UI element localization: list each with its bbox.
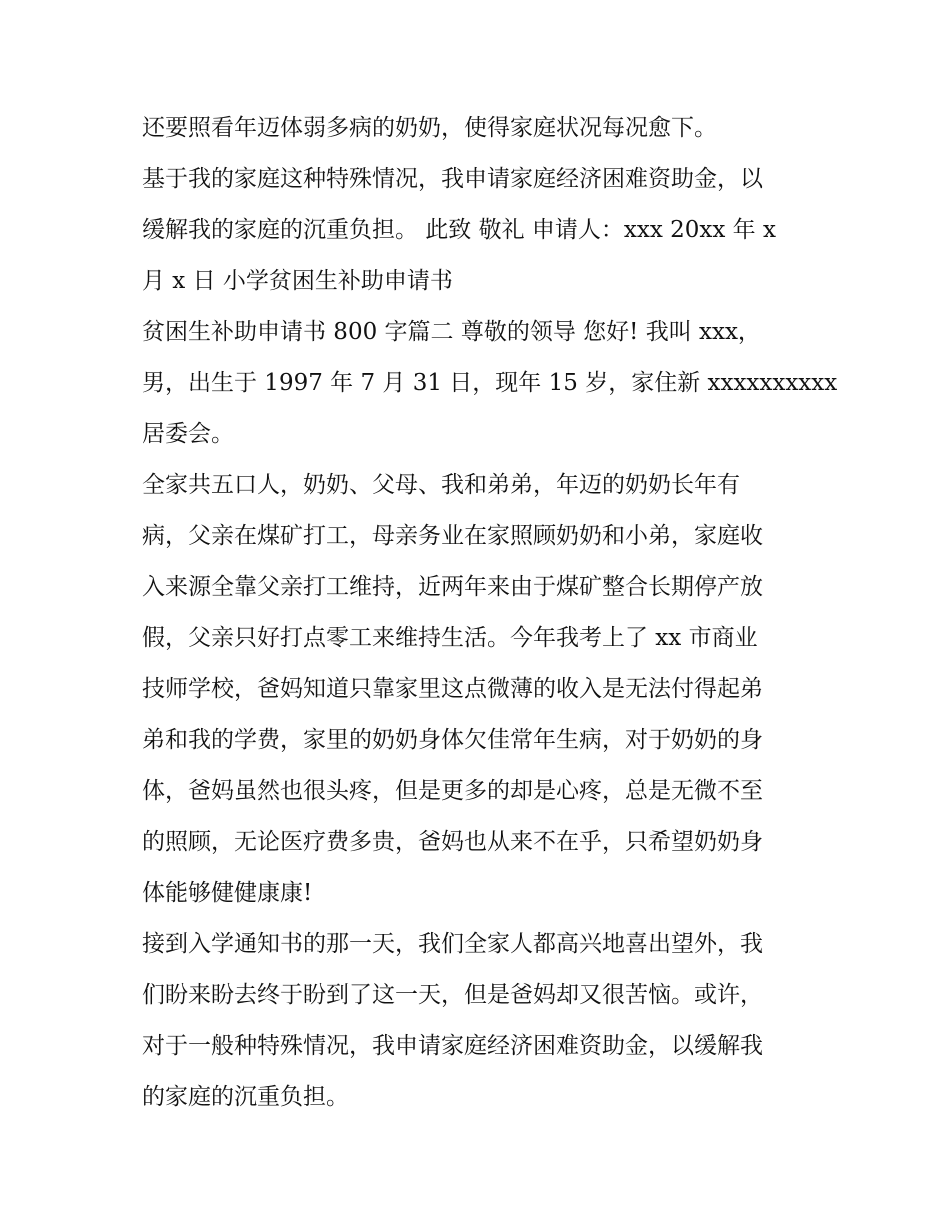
document-body: [142, 103, 838, 1123]
paragraph-2: [142, 154, 814, 307]
text-line: 入来源全靠父亲打工维持，近两年来由于煤矿整合长期停产放: [142, 574, 763, 600]
text-line: 假，父亲只好打点零工来维持生活。今年我考上了 xx 市商业: [142, 625, 758, 651]
text-line: 弟和我的学费，家里的奶奶身体欠佳常年生病，对于奶奶的身: [142, 727, 763, 753]
text-line: 缓解我的家庭的沉重负担。 此致 敬礼 申请人：xxx 20xx 年 x: [142, 217, 776, 243]
text-line: 们盼来盼去终于盼到了这一天，但是爸妈却又很苦恼。或许，: [142, 982, 763, 1008]
paragraph-4: [142, 460, 814, 919]
text-line: 男，出生于 1997 年 7 月 31 日，现年 15 岁，家住新 xxxxxxxxxx: [142, 370, 838, 396]
text-line: 的家庭的沉重负担。: [142, 1084, 349, 1110]
text-line: 贫困生补助申请书 800 字篇二 尊敬的领导 您好! 我叫 xxx，: [142, 319, 761, 345]
text-line: 对于一般种特殊情况，我申请家庭经济困难资助金，以缓解我: [142, 1033, 763, 1059]
text-line: 体能够健健康康!: [142, 880, 313, 906]
text-line: 基于我的家庭这种特殊情况，我申请家庭经济困难资助金，以: [142, 166, 763, 192]
text-line: 病，父亲在煤矿打工，母亲务业在家照顾奶奶和小弟，家庭收: [142, 523, 763, 549]
text-line: 全家共五口人，奶奶、父母、我和弟弟，年迈的奶奶长年有: [142, 472, 740, 498]
text-line: 技师学校，爸妈知道只靠家里这点微薄的收入是无法付得起弟: [142, 676, 763, 702]
text-line: 还要照看年迈体弱多病的奶奶，使得家庭状况每况愈下。: [142, 115, 717, 141]
text-line: 体，爸妈虽然也很头疼，但是更多的却是心疼，总是无微不至: [142, 778, 763, 804]
paragraph-3: [142, 307, 838, 460]
text-line: 的照顾，无论医疗费多贵，爸妈也从来不在乎，只希望奶奶身: [142, 829, 763, 855]
text-line: 月 x 日 小学贫困生补助申请书: [142, 268, 453, 294]
paragraph-1: [142, 103, 814, 154]
text-line: 接到入学通知书的那一天，我们全家人都高兴地喜出望外，我: [142, 931, 763, 957]
text-line: 居委会。: [142, 421, 234, 447]
paragraph-5: [142, 919, 814, 1123]
